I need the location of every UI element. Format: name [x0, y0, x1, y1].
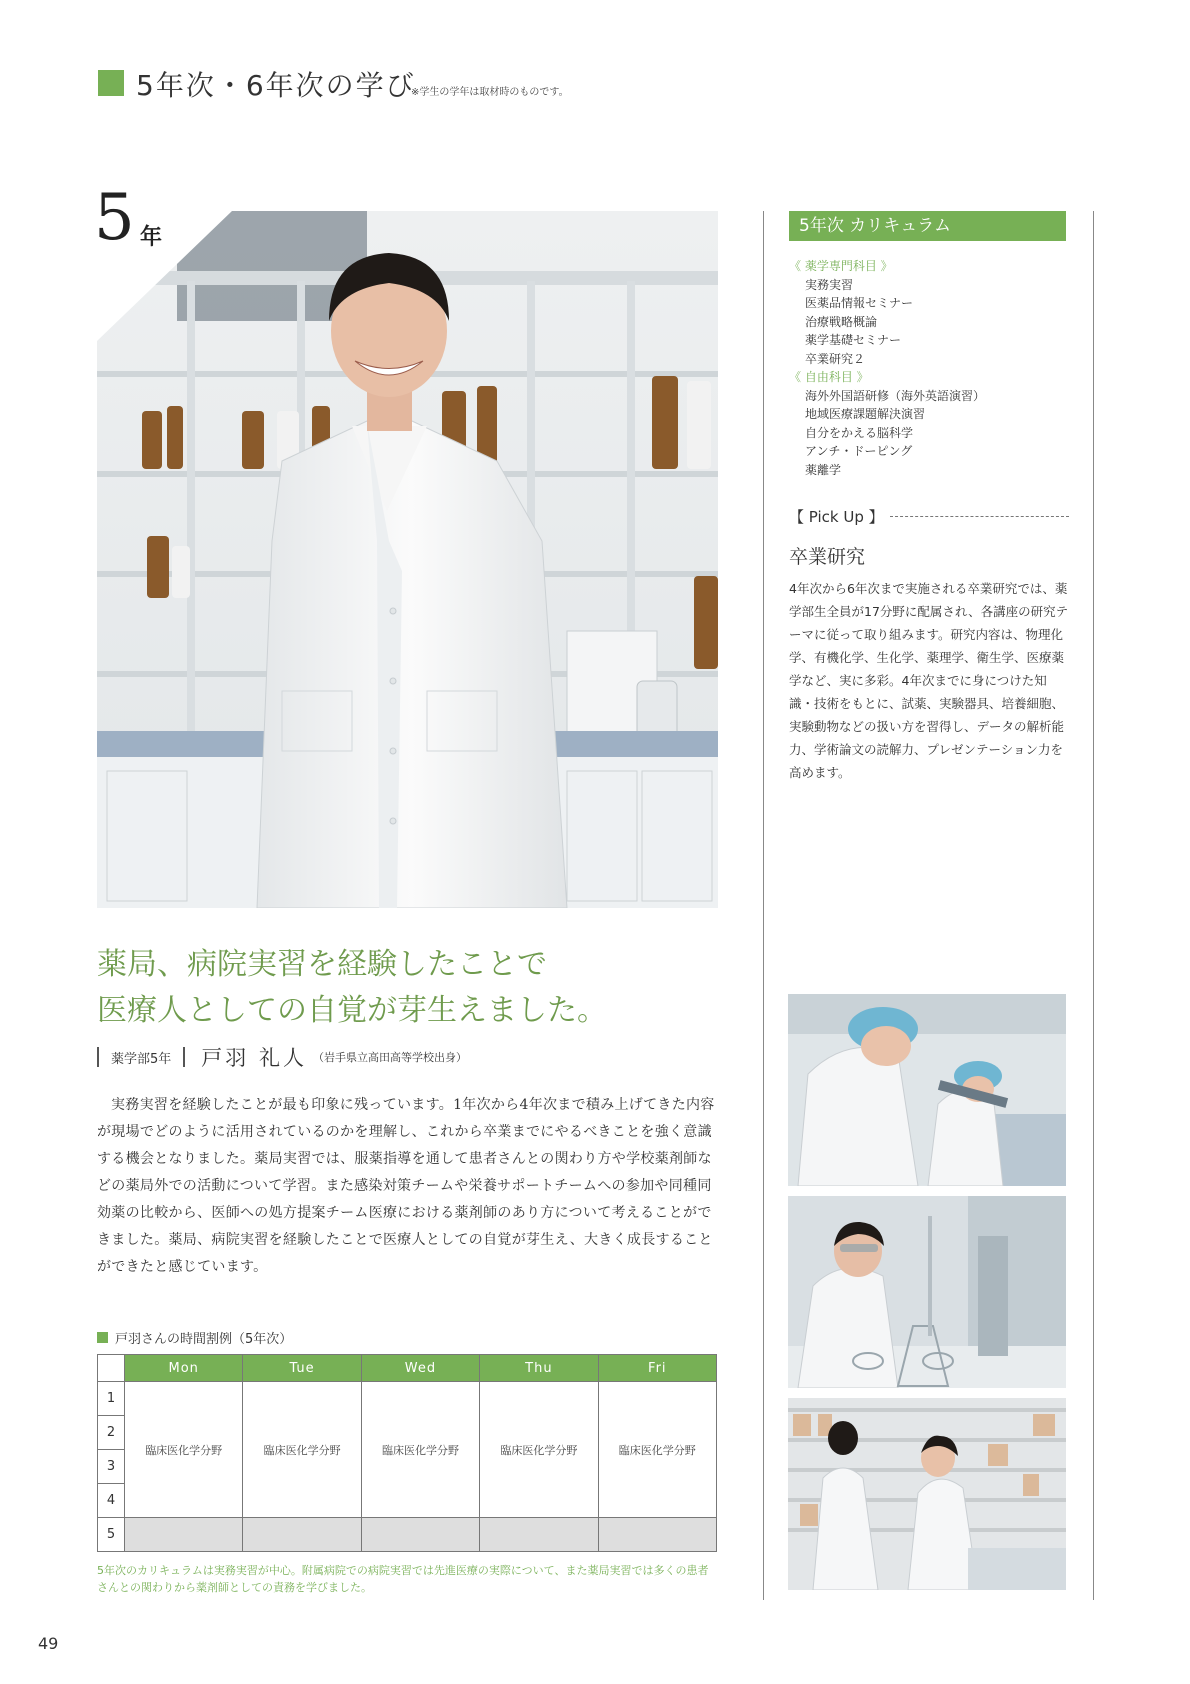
empty-cell: [598, 1518, 716, 1552]
period-number: 2: [98, 1416, 125, 1450]
year-number: 5: [94, 181, 135, 255]
table-row: [98, 1518, 717, 1552]
column-divider-left: [763, 211, 764, 1600]
list-item: 卒業研究２: [805, 351, 866, 366]
page-title: 5年次・6年次の学び: [136, 69, 416, 102]
pharmacy-photo: [788, 1398, 1066, 1590]
empty-cell: [361, 1518, 479, 1552]
interview-body: 実務実習を経験したことが最も印象に残っています。1年次から4年次まで積み上げてきた内容が現場でどのように活用されているのかを理解し、これから卒業までにやるべきことを強く意識する機会となりました。薬局実習では、服薬指導を通して患者さんとの関わり方や学校薬剤師などの薬局外での活動について学習。また感染対策チームや栄養サポートチームへの参加や同種同効薬の比較から、医師への処方提案チーム医療における薬剤師のあり方について考えることができました。薬局、病院実習を経験したことで医療人としての自覚が芽生え、大きく成長することができたと感じています。: [97, 1097, 715, 1275]
timetable-corner: [98, 1355, 125, 1382]
day-header: Mon: [125, 1355, 243, 1382]
subject-cell: 臨床医化学分野: [361, 1382, 479, 1518]
divider-bar: [97, 1047, 99, 1067]
pickup-label-text: 【 Pick Up 】: [789, 507, 884, 526]
timetable-caption: [97, 1328, 292, 1347]
empty-cell: [243, 1518, 361, 1552]
year-suffix: 年: [140, 225, 163, 250]
header-note: ※学生の学年は取材時のものです。: [411, 87, 569, 98]
student-school: （岩手県立高田高等学校出身）: [312, 1051, 467, 1064]
list-item: 海外外国語研修（海外英語演習）: [805, 388, 986, 403]
timetable-note: 5年次のカリキュラムは実務実習が中心。附属病院での病院実習では先進医療の実際について、また薬局実習では多くの患者さんとの関わりから薬剤師としての責務を学びました。: [97, 1564, 709, 1594]
subject-cell: 臨床医化学分野: [243, 1382, 361, 1518]
curriculum-category: 《 薬学専門科目 》: [789, 259, 893, 273]
day-header: Wed: [361, 1355, 479, 1382]
list-item: 医薬品情報セミナー: [805, 296, 914, 310]
empty-cell: [480, 1518, 598, 1552]
subject-cell: 臨床医化学分野: [480, 1382, 598, 1518]
list-item: 薬学基礎セミナー: [805, 333, 902, 347]
curriculum-list: [789, 257, 1069, 479]
page-number: 49: [38, 1634, 59, 1653]
student-info: [97, 1045, 467, 1069]
list-item: アンチ・ドーピング: [805, 444, 913, 458]
curriculum-heading: 5年次 カリキュラム: [789, 211, 1066, 241]
student-name: 戸羽 礼人: [201, 1046, 307, 1070]
period-number: 4: [98, 1484, 125, 1518]
headline-line-1: 薬局、病院実習を経験したことで: [97, 947, 547, 982]
day-header: Thu: [480, 1355, 598, 1382]
lab-photo-1: [788, 994, 1066, 1186]
timetable-header-row: [98, 1355, 717, 1382]
empty-cell: [125, 1518, 243, 1552]
curriculum-category: 《 自由科目 》: [789, 370, 869, 384]
pickup-text: 4年次から6年次まで実施される卒業研究では、薬学部生全員が17分野に配属され、各講座の研究テーマに従って取り組みます。研究内容は、物理化学、有機化学、生化学、薬理学、衛生学、医療薬学など、実に多彩。4年次までに身につけた知識・技術をもとに、試薬、実験器具、培養細胞、実験動物などの扱い方を習得し、データの解析能力、学術論文の読解力、プレゼンテーション力を高めます。: [789, 581, 1069, 780]
pickup-label: [789, 505, 1069, 527]
day-header: Fri: [598, 1355, 716, 1382]
list-item: 治療戦略概論: [805, 314, 878, 329]
subject-cell: 臨床医化学分野: [125, 1382, 243, 1518]
period-number: 3: [98, 1450, 125, 1484]
divider-bar: [183, 1047, 185, 1067]
section-marker-square: [98, 70, 124, 96]
table-row: [98, 1382, 717, 1416]
headline-line-2: 医療人としての自覚が芽生えました。: [97, 993, 607, 1028]
list-item: 実務実習: [805, 277, 854, 292]
day-header: Tue: [243, 1355, 361, 1382]
pickup-title: 卒業研究: [789, 546, 866, 568]
period-number: 1: [98, 1382, 125, 1416]
student-dept: 薬学部5年: [111, 1051, 172, 1067]
column-divider-right: [1093, 211, 1094, 1600]
lab-photo-2: [788, 1196, 1066, 1388]
list-item: 地域医療課題解決演習: [805, 407, 926, 421]
caption-marker-square: [97, 1332, 108, 1343]
dashed-rule: [890, 516, 1069, 517]
subject-cell: 臨床医化学分野: [598, 1382, 716, 1518]
list-item: 薬離学: [805, 462, 842, 477]
timetable: [97, 1354, 717, 1552]
headline: [97, 942, 717, 1034]
list-item: 自分をかえる脳科学: [805, 425, 914, 440]
timetable-caption-text: 戸羽さんの時間割例（5年次）: [115, 1332, 293, 1347]
period-number: 5: [98, 1518, 125, 1552]
